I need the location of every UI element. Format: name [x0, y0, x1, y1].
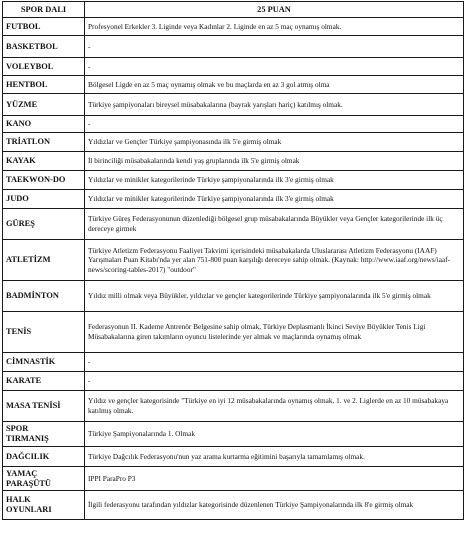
criteria-text: Türkiye Güreş Federasyonunun düzenlediği bölgesel grup müsabakalarında Büyükler veya Gençler kategorilerinde ilk üç dereceye girmek [85, 209, 464, 240]
table-row [3, 36, 464, 58]
sport-name: FUTBOL [3, 18, 85, 36]
table-row [3, 372, 464, 391]
criteria-text: Türkiye Dağcılık Federasyonu'nun yaz arama kurtarma eğitimini başarıyla tamamlamış olmak. [85, 447, 464, 467]
table-row [3, 209, 464, 240]
sport-name: YÜZME [3, 94, 85, 116]
table-row [3, 133, 464, 152]
sport-name: CİMNASTİK [3, 353, 85, 372]
table-row [3, 353, 464, 372]
criteria-text: - [85, 372, 464, 391]
table-row [3, 18, 464, 36]
criteria-text: Federasyonun II. Kademe Antrenör Belgesine sahip olmak, Türkiye Deplasmanlı İkinci Seviye Büyükler Tenis Ligi Müsabakalarına giren takımların oyuncu listelerinde yer almak ve maçlarında oynamış olmak [85, 312, 464, 353]
sport-name: TRİATLON [3, 133, 85, 152]
table-row [3, 240, 464, 281]
table-header-row [3, 2, 464, 18]
sport-name: BADMİNTON [3, 281, 85, 312]
criteria-text: Yıldız milli olmak veya Büyükler, yıldızlar ve gençler kategorilerinde Türkiye şampiyonalarında ilk 5'e girmiş olmak [85, 281, 464, 312]
sport-name: TAEKWON-DO [3, 171, 85, 190]
criteria-text: - [85, 353, 464, 372]
table-row [3, 116, 464, 133]
criteria-text: Bölgesel Ligde en az 5 maç oynamış olmak ve bu maçlarda en az 3 gol atmış olma [85, 76, 464, 94]
criteria-text: - [85, 36, 464, 58]
table-row [3, 312, 464, 353]
sport-name: KANO [3, 116, 85, 133]
table-row [3, 58, 464, 76]
sport-name: KAYAK [3, 152, 85, 171]
sport-name: DAĞCILIK [3, 447, 85, 467]
criteria-text: Yıldız ve gençler kategorisinde "Türkiye en iyi 12 müsabakalarında oynamış olmak, 1. ve 2. Liglerde en az 10 müsabakaya katılmış olmak. [85, 391, 464, 422]
header-sport: SPOR DALI [3, 2, 85, 18]
table-row [3, 152, 464, 171]
criteria-text: - [85, 58, 464, 76]
criteria-text: Yıldızlar ve minikler kategorilerinde Türkiye şampiyonalarında ilk 3'e girmiş olmak [85, 190, 464, 209]
criteria-text: İlgili federasyonu tarafından yıldızlar kategorisinde düzenlenen Türkiye Şampiyonalarında ilk 8'e girmiş olmak [85, 491, 464, 520]
sport-name: MASA TENİSİ [3, 391, 85, 422]
criteria-text: IPPI ParaPro P3 [85, 467, 464, 491]
sport-name: TENİS [3, 312, 85, 353]
table-row [3, 171, 464, 190]
table-row [3, 190, 464, 209]
sport-name: HALK OYUNLARI [3, 491, 85, 520]
criteria-text: Profesyonel Erkekler 3. Liginde veya Kadınlar 2. Liginde en az 5 maç oynamış olmak. [85, 18, 464, 36]
sport-name: HENTBOL [3, 76, 85, 94]
table-row [3, 76, 464, 94]
criteria-text: - [85, 116, 464, 133]
sports-points-table [2, 1, 464, 520]
criteria-text: Türkiye Atletizm Federasyonu Faaliyet Takvimi içerisindeki müsabakalarda Uluslararası Atletizm Federasyonu (IAAF) Yarışmaları Puan Kitabı'nda yer alan 751-800 puan karşılığı dereceye sahip olmak. (Kaynak: http://www.iaaf.org/news/iaaf-news/scoring-tables-2017) "outdoor" [85, 240, 464, 281]
sport-name: JUDO [3, 190, 85, 209]
document-page [2, 1, 463, 520]
sport-name: SPOR TIRMANIŞ [3, 422, 85, 447]
sport-name: YAMAÇ PARAŞÜTÜ [3, 467, 85, 491]
table-row [3, 422, 464, 447]
criteria-text: Türkiye Şampiyonalarında 1. Olmak [85, 422, 464, 447]
sport-name: ATLETİZM [3, 240, 85, 281]
criteria-text: Türkiye şampiyonaları bireysel müsabakalarına (bayrak yarışları hariç) katılmış olmak. [85, 94, 464, 116]
header-points: 25 PUAN [85, 2, 464, 18]
criteria-text: Yıldızlar ve minikler kategorilerinde Türkiye şampiyonalarında ilk 3'e girmiş olmak [85, 171, 464, 190]
table-row [3, 94, 464, 116]
criteria-text: İl birinciliği müsabakalarında kendi yaş gruplarında ilk 5'e girmiş olmak [85, 152, 464, 171]
sport-name: BASKETBOL [3, 36, 85, 58]
sport-name: KARATE [3, 372, 85, 391]
table-row [3, 281, 464, 312]
table-row [3, 447, 464, 467]
sport-name: VOLEYBOL [3, 58, 85, 76]
sport-name: GÜREŞ [3, 209, 85, 240]
table-row [3, 391, 464, 422]
criteria-text: Yıldızlar ve Gençler Türkiye şampiyonasında ilk 5'e girmiş olmak [85, 133, 464, 152]
table-row [3, 467, 464, 491]
table-row [3, 491, 464, 520]
